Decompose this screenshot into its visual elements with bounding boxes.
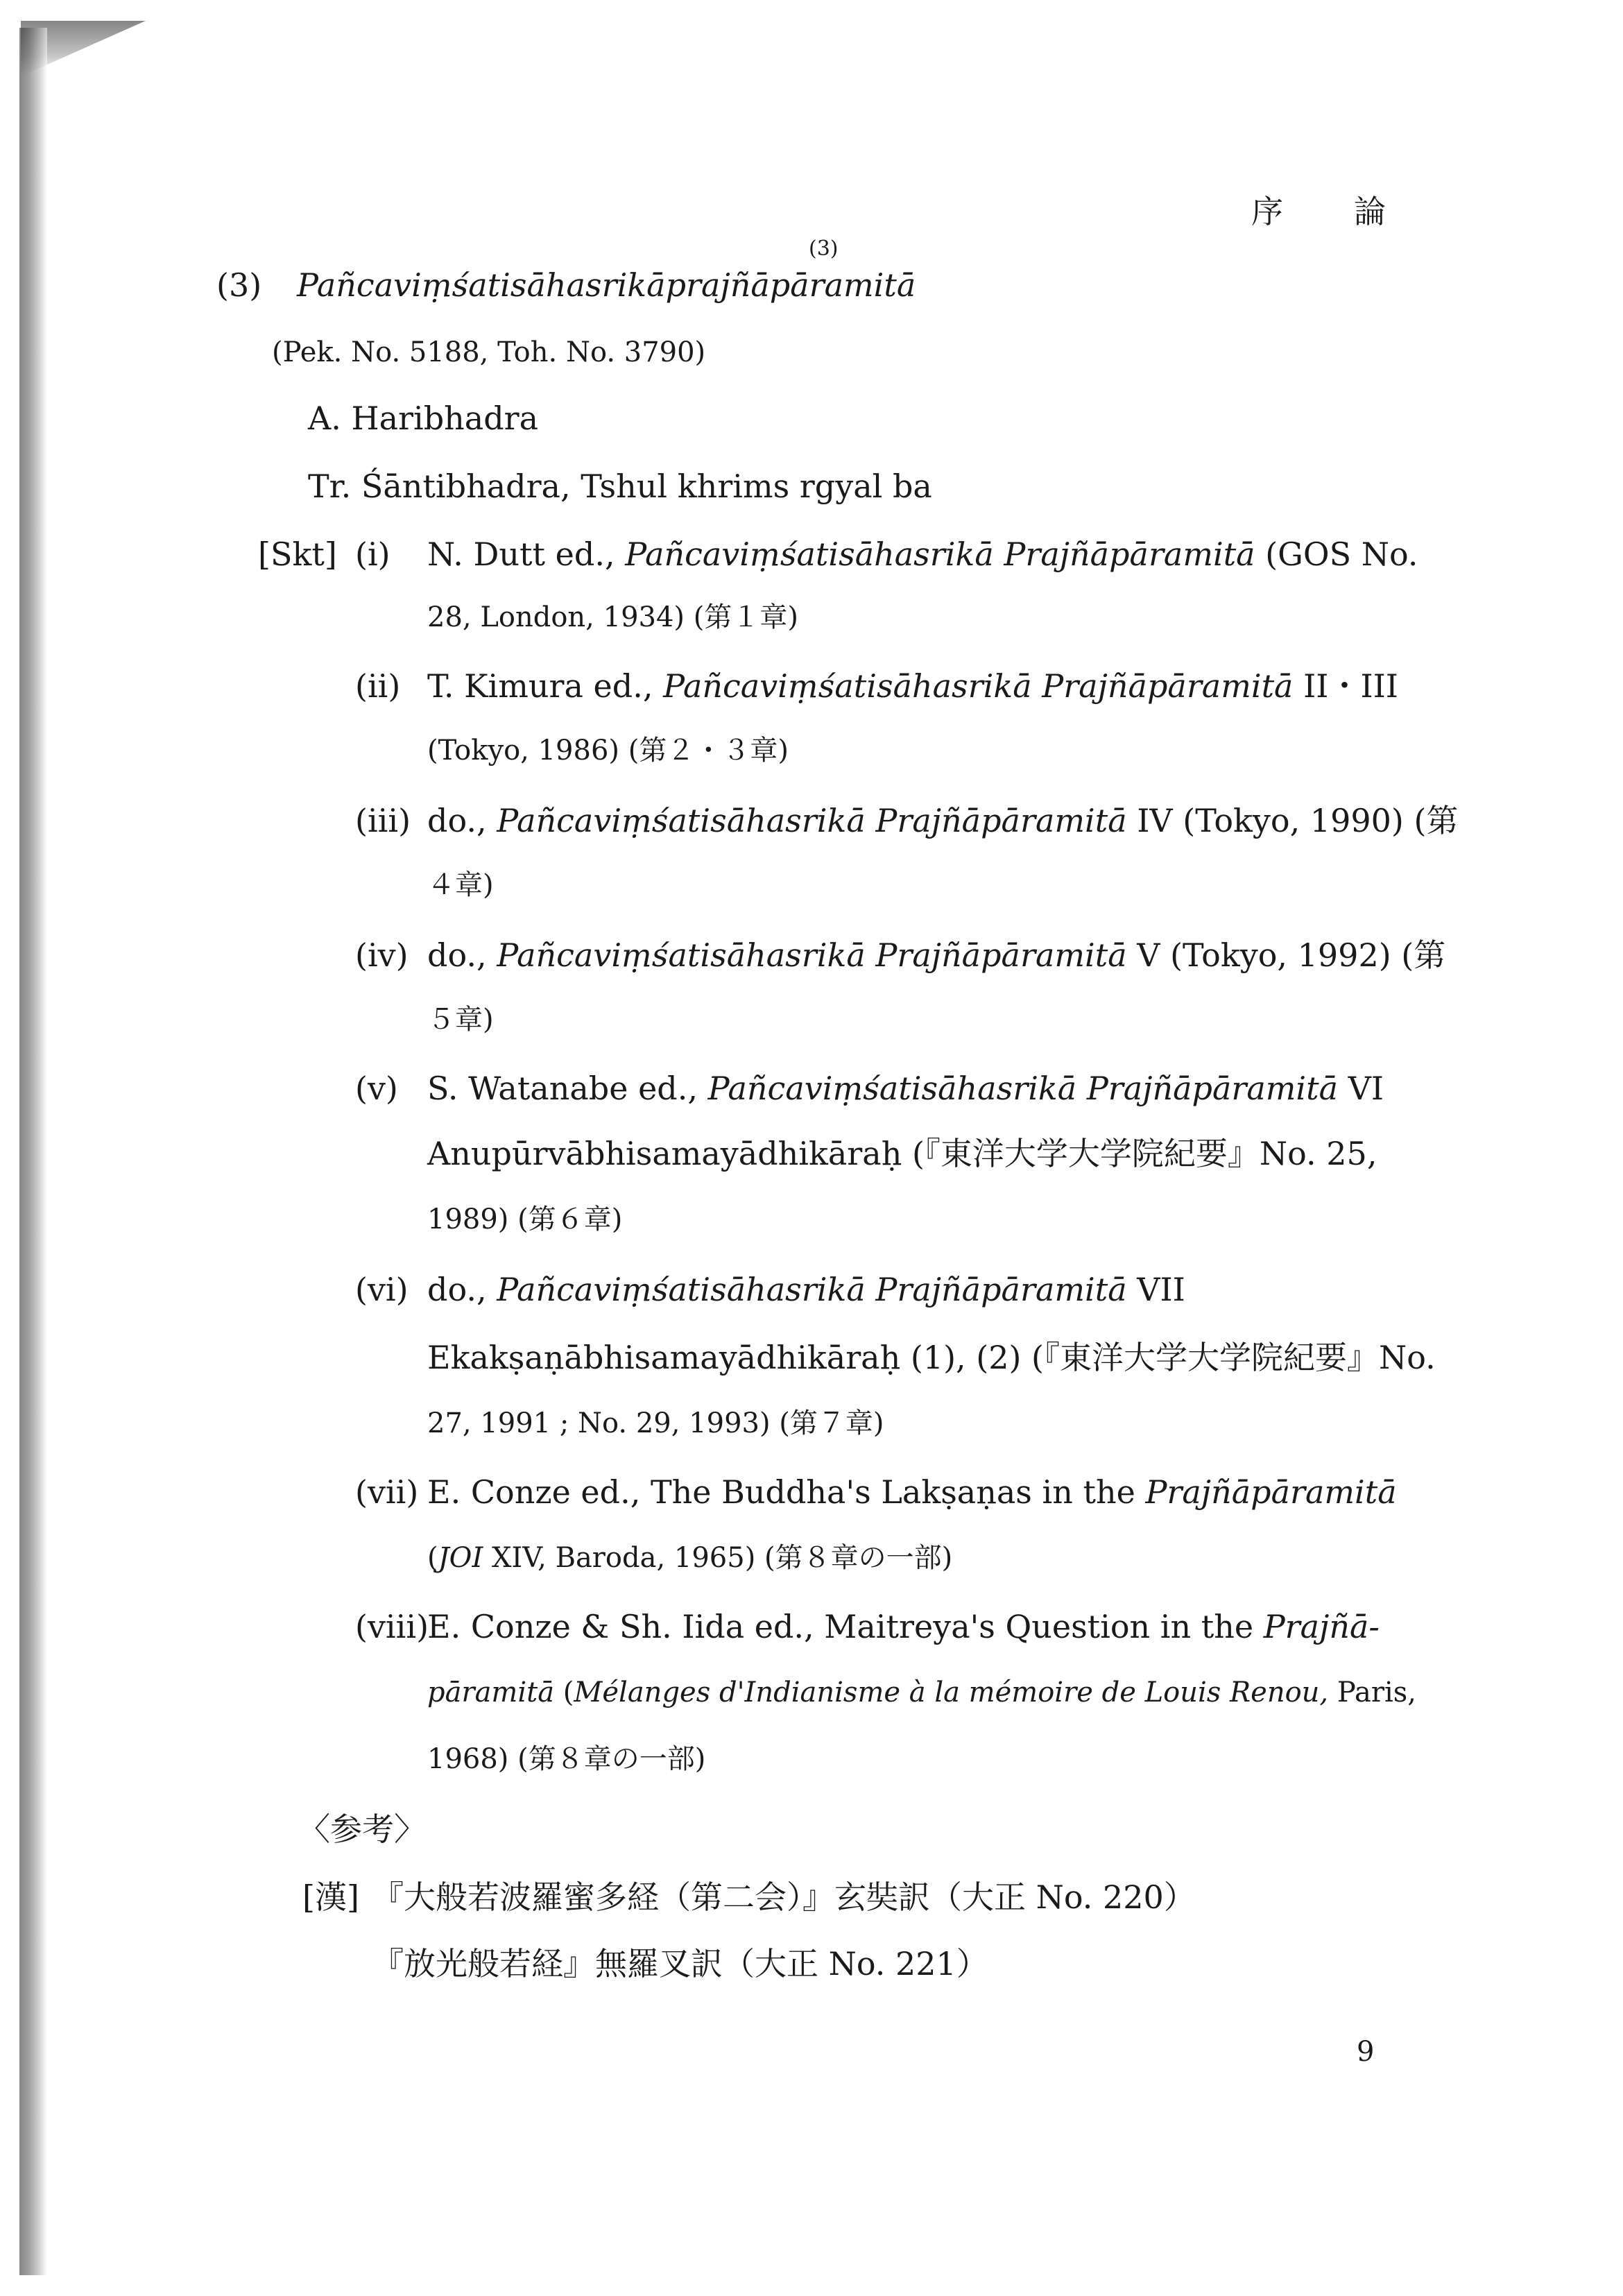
header-right-char: 論: [1354, 193, 1386, 230]
ref-prefix: T. Kimura ed.,: [427, 667, 664, 705]
festschrift-title: Mélanges d'Indianisme à la mémoire de Louis Renou,: [574, 1677, 1329, 1708]
ref-line2: ４章): [427, 869, 494, 901]
reference-item: [427, 1070, 1384, 1107]
ref-line3: 1968) (第８章の一部): [427, 1743, 706, 1775]
ref-number: (i): [355, 536, 390, 573]
ref-line2-text: XIV, Baroda, 1965) (第８章の一部): [483, 1542, 953, 1574]
kan-label: [漢]: [302, 1878, 359, 1916]
ref-suffix: II・III: [1293, 667, 1398, 705]
entry-title: Pañcaviṃśatisāhasrikāprajñāpāramitā: [297, 266, 916, 304]
ref-number: (viii): [355, 1608, 429, 1645]
ref-title-cont: pāramitā: [427, 1677, 555, 1708]
header-left-char: 序: [1251, 193, 1283, 230]
ref-number: (vi): [355, 1271, 409, 1308]
ref-title: Pañcaviṃśatisāhasrikā Prajñāpāramitā: [497, 1271, 1127, 1308]
reference-item: [427, 536, 1418, 573]
ref-line2: Anupūrvābhisamayādhikāraḥ (『東洋大学大学院紀要』No. 25,: [427, 1135, 1377, 1172]
ref-title: Pañcaviṃśatisāhasrikā Prajñāpāramitā: [497, 802, 1127, 839]
reference-heading: 〈参考〉: [298, 1810, 426, 1848]
ref-prefix: S. Watanabe ed.,: [427, 1070, 708, 1107]
ref-line2: (JOI XIV, Baroda, 1965) (第８章の一部): [427, 1542, 953, 1574]
ref-title: Prajñā-: [1263, 1608, 1380, 1645]
ref-suffix: (GOS No.: [1255, 536, 1418, 573]
ref-number: (ii): [355, 667, 401, 705]
ref-title: Pañcaviṃśatisāhasrikā Prajñāpāramitā: [663, 667, 1294, 705]
reference-item: [427, 667, 1398, 705]
binding-shadow: [19, 28, 47, 2275]
kan-item: 『放光般若経』無羅叉訳（大正 No. 221）: [372, 1945, 988, 1982]
ref-title: Pañcaviṃśatisāhasrikā Prajñāpāramitā: [625, 536, 1255, 573]
ref-number: (iv): [355, 936, 409, 974]
reference-item: [427, 1473, 1397, 1511]
ref-title: Pañcaviṃśatisāhasrikā Prajñāpāramitā: [707, 1070, 1339, 1107]
entry-number: (3): [216, 266, 262, 304]
ref-prefix: do.,: [427, 936, 497, 974]
ref-suffix: IV (Tokyo, 1990) (第: [1126, 802, 1459, 839]
ref-prefix: do.,: [427, 802, 497, 839]
ref-title: Pañcaviṃśatisāhasrikā Prajñāpāramitā: [497, 936, 1127, 974]
ref-prefix: E. Conze ed., The Buddha's Lakṣaṇas in the: [427, 1473, 1146, 1511]
translator: Tr. Śāntibhadra, Tshul khrims rgyal ba: [308, 468, 932, 505]
ref-number: (iii): [355, 802, 411, 839]
ref-number: (vii): [355, 1473, 419, 1511]
ref-prefix: do.,: [427, 1271, 497, 1308]
ref-line3: 1989) (第６章): [427, 1203, 623, 1235]
ref-title: Prajñāpāramitā: [1145, 1473, 1397, 1511]
ref-line2: 28, London, 1934) (第１章): [427, 601, 798, 633]
ref-line3: 27, 1991 ; No. 29, 1993) (第７章): [427, 1407, 884, 1439]
ref-line2-text: Paris,: [1328, 1677, 1416, 1708]
author: A. Haribhadra: [308, 400, 539, 437]
ref-suffix: V (Tokyo, 1992) (第: [1126, 936, 1446, 974]
reference-item: [427, 802, 1459, 839]
ref-line2: (Tokyo, 1986) (第２・３章): [427, 735, 789, 766]
ref-suffix: VI: [1338, 1070, 1384, 1107]
ref-prefix: N. Dutt ed.,: [427, 536, 626, 573]
kan-item: 『大般若波羅蜜多経（第二会）』玄奘訳（大正 No. 220）: [372, 1878, 1196, 1916]
reference-item: [427, 1271, 1185, 1308]
ref-suffix: VII: [1126, 1271, 1185, 1308]
journal-abbrev: JOI: [438, 1542, 483, 1574]
page-number: 9: [1357, 2036, 1375, 2068]
ref-line2: pāramitā (Mélanges d'Indianisme à la mémoire de Louis Renou, Paris,: [427, 1677, 1416, 1708]
ref-prefix: E. Conze & Sh. Iida ed., Maitreya's Question in the: [427, 1608, 1264, 1645]
reference-item: [427, 1608, 1380, 1645]
skt-label: [Skt]: [258, 536, 337, 573]
reference-item: [427, 936, 1446, 974]
ref-number: (v): [355, 1070, 398, 1107]
ref-line2: ５章): [427, 1004, 494, 1036]
ref-line2: Ekakṣaṇābhisamayādhikāraḥ (1), (2) (『東洋大学大学院紀要』No.: [427, 1339, 1436, 1376]
catalog-numbers: (Pek. No. 5188, Toh. No. 3790): [272, 336, 706, 368]
footnote-mark: (3): [809, 237, 839, 261]
